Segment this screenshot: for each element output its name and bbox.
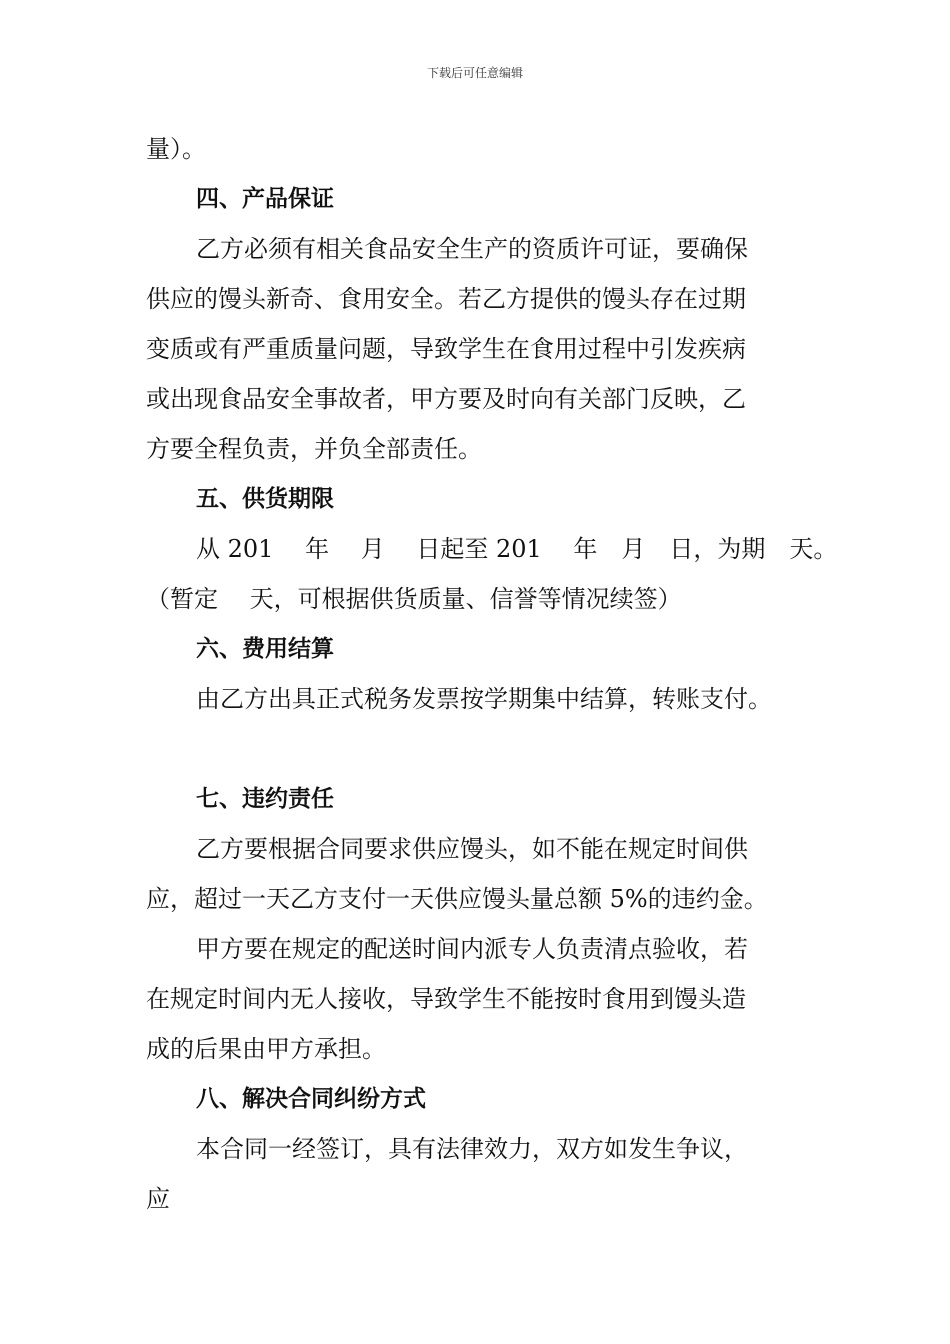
paragraph-line: 乙方必须有相关食品安全生产的资质许可证，要确保 bbox=[196, 235, 748, 263]
page-header-note: 下载后可任意编辑 bbox=[426, 66, 523, 80]
paragraph-line: 乙方要根据合同要求供应馒头，如不能在规定时间供 bbox=[196, 835, 748, 863]
paragraph-line: 应，超过一天乙方支付一天供应馒头量总额 5%的违约金。 bbox=[146, 885, 768, 913]
section-heading-product-guarantee: 四、产品保证 bbox=[196, 186, 334, 212]
section-heading-supply-period: 五、供货期限 bbox=[196, 486, 334, 512]
paragraph-line: 量）。 bbox=[146, 135, 206, 163]
section-heading-fee-settlement: 六、费用结算 bbox=[196, 636, 334, 662]
paragraph-line: （暂定 天，可根据供货质量、信誉等情况续签） bbox=[146, 585, 682, 613]
paragraph-line-supply-dates: 从 201 年 月 日起至 201 年 月 日，为期 天。 bbox=[196, 535, 838, 563]
paragraph-line: 在规定时间内无人接收，导致学生不能按时食用到馒头造 bbox=[146, 985, 746, 1013]
paragraph-line: 或出现食品安全事故者，甲方要及时向有关部门反映，乙 bbox=[146, 385, 746, 413]
paragraph-line: 供应的馒头新奇、食用安全。若乙方提供的馒头存在过期 bbox=[146, 285, 746, 313]
document-body bbox=[146, 124, 838, 1224]
section-heading-dispute-resolution: 八、解决合同纠纷方式 bbox=[196, 1086, 426, 1112]
paragraph-line: 变质或有严重质量问题，导致学生在食用过程中引发疾病 bbox=[146, 335, 746, 363]
paragraph-line: 应 bbox=[146, 1185, 170, 1213]
paragraph-line: 成的后果由甲方承担。 bbox=[146, 1035, 386, 1063]
section-heading-breach-liability: 七、违约责任 bbox=[196, 786, 334, 812]
paragraph-line: 方要全程负责，并负全部责任。 bbox=[146, 435, 482, 463]
paragraph-line: 本合同一经签订，具有法律效力，双方如发生争议， bbox=[196, 1135, 748, 1163]
paragraph-line: 由乙方出具正式税务发票按学期集中结算，转账支付。 bbox=[196, 685, 772, 713]
blank-line bbox=[146, 724, 810, 774]
paragraph-line: 甲方要在规定的配送时间内派专人负责清点验收，若 bbox=[196, 935, 748, 963]
